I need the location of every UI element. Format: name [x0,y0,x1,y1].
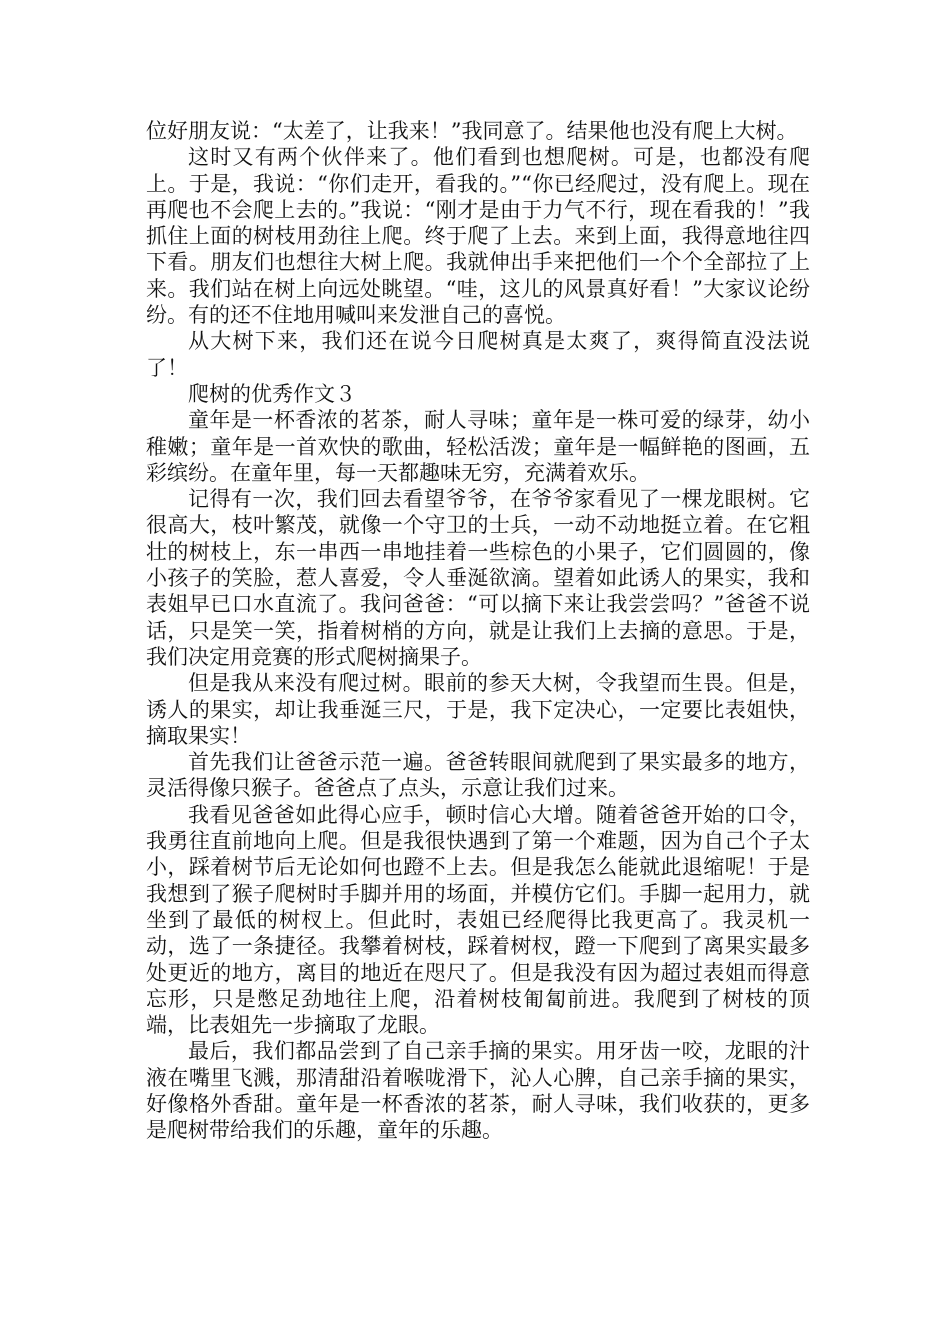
essay-paragraph: 但是我从来没有爬过树。眼前的参天大树，令我望而生畏。但是，诱人的果实，却让我垂涎三尺，于是，我下定决心，一定要比表姐快，摘取果实！ [146,671,810,748]
essay-body [146,118,810,1144]
essay-paragraph: 记得有一次，我们回去看望爷爷，在爷爷家看见了一棵龙眼树。它很高大，枝叶繁茂，就像一个守卫的士兵，一动不动地挺立着。在它粗壮的树枝上，东一串西一串地挂着一些棕色的小果子，它们圆圆的，像小孩子的笑脸，惹人喜爱，令人垂涎欲滴。望着如此诱人的果实，我和表姐早已口水直流了。我问爸爸：“可以摘下来让我尝尝吗？”爸爸不说话，只是笑一笑，指着树梢的方向，就是让我们上去摘的意思。于是，我们决定用竞赛的形式爬树摘果子。 [146,487,810,669]
essay-paragraph: 位好朋友说：“太差了，让我来！”我同意了。结果他也没有爬上大树。 [146,119,798,143]
essay-paragraph: 首先我们让爸爸示范一遍。爸爸转眼间就爬到了果实最多的地方，灵活得像只猴子。爸爸点了点头，示意让我们过来。 [146,750,810,801]
essay-paragraph: 我看见爸爸如此得心应手，顿时信心大增。随着爸爸开始的口令，我勇往直前地向上爬。但是我很快遇到了第一个难题，因为自己个子太小，踩着树节后无论如何也蹬不上去。但是我怎么能就此退缩呢！于是我想到了猴子爬树时手脚并用的场面，并模仿它们。手脚一起用力，就坐到了最低的树杈上。但此时，表姐已经爬得比我更高了。我灵机一动，选了一条捷径。我攀着树枝，踩着树杈，蹬一下爬到了离果实最多处更近的地方，离目的地近在咫尺了。但是我没有因为超过表姐而得意忘形，只是憋足劲地往上爬，沿着树枝匍匐前进。我爬到了树枝的顶端，比表姐先一步摘取了龙眼。 [146,802,810,1038]
essay-paragraph: 这时又有两个伙伴来了。他们看到也想爬树。可是，也都没有爬上。于是，我说：“你们走开，看我的。”“你已经爬过，没有爬上。现在再爬也不会爬上去的。”我说：“刚才是由于力气不行，现在看我的！”我抓住上面的树枝用劲往上爬。终于爬了上去。来到上面，我得意地往四下看。朋友们也想往大树上爬。我就伸出手来把他们一个个全部拉了上来。我们站在树上向远处眺望。“哇，这儿的风景真好看！”大家议论纷纷。有的还不住地用喊叫来发泄自己的喜悦。 [146,145,810,328]
essay-paragraph: 最后，我们都品尝到了自己亲手摘的果实。用牙齿一咬，龙眼的汁液在嘴里飞溅，那清甜沿着喉咙滑下，沁人心脾，自己亲手摘的果实，好像格外香甜。童年是一杯香浓的茗茶，耐人寻味，我们收获的，更多是爬树带给我们的乐趣，童年的乐趣。 [146,1039,810,1143]
essay-section-title: 爬树的优秀作文３ [188,381,356,406]
essay-paragraph: 童年是一杯香浓的茗茶，耐人寻味；童年是一株可爱的绿芽，幼小稚嫩；童年是一首欢快的歌曲，轻松活泼；童年是一幅鲜艳的图画，五彩缤纷。在童年里，每一天都趣味无穷，充满着欢乐。 [146,408,810,485]
essay-paragraph: 从大树下来，我们还在说今日爬树真是太爽了，爽得简直没法说了！ [146,329,810,380]
